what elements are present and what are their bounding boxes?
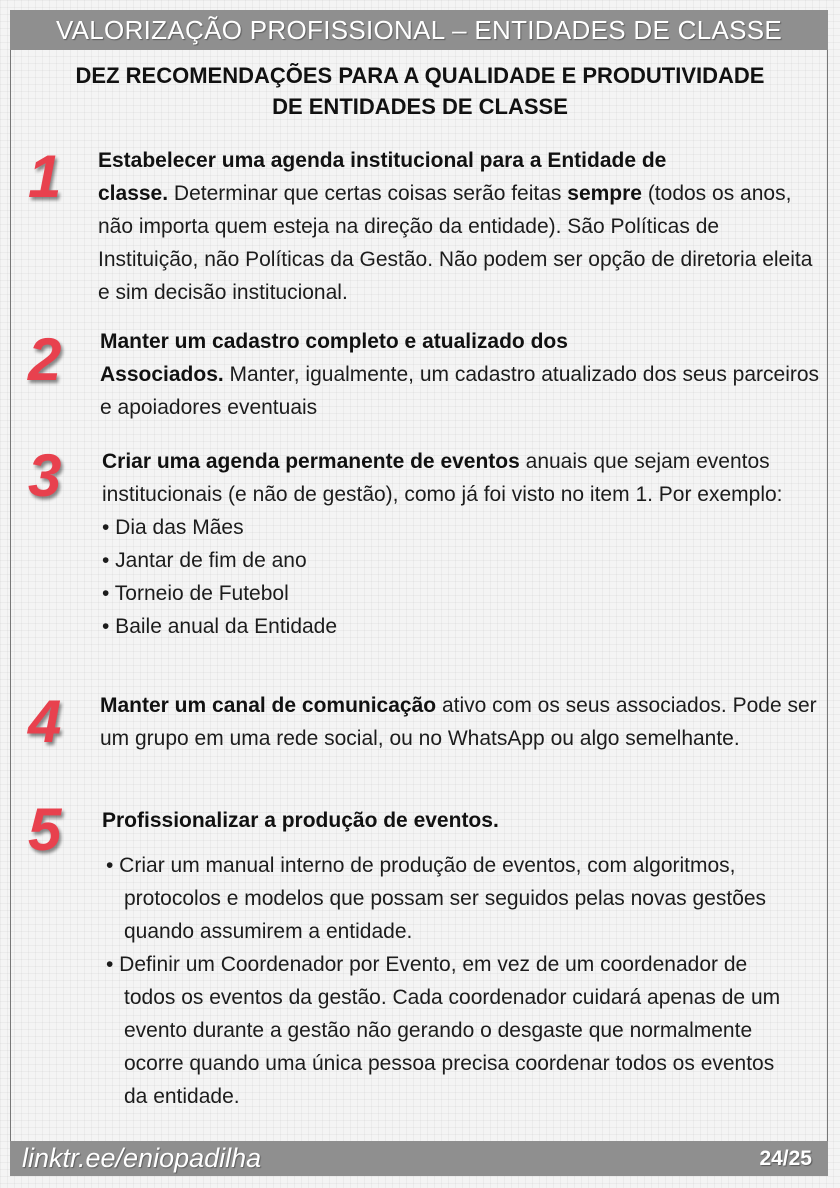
item-text bbox=[102, 445, 822, 643]
item-body-a: Determinar que certas coisas serão feitas bbox=[168, 182, 568, 205]
list-item: • Torneio de Futebol bbox=[102, 582, 289, 605]
item-body: ativo com os seus associados. Pode ser um grupo em uma rede social, ou no WhatsApp ou algo semelhante. bbox=[100, 694, 817, 750]
document-title-line-2: DE ENTIDADES DE CLASSE bbox=[272, 94, 568, 119]
item-heading-line-1: Manter um cadastro completo e atualizado dos bbox=[100, 330, 568, 353]
list-item: • Definir um Coordenador por Evento, em vez de um coordenador de todos os eventos da gestão. Cada coordenador cuidará apenas de um evento durante a gestão não gerando o desgaste que normalmente ocorre quando uma única pessoa precisa coordenar todos os eventos da entidade. bbox=[106, 953, 781, 1108]
header-bar bbox=[10, 10, 828, 50]
item-heading-line-2: classe. bbox=[98, 182, 169, 205]
item-text bbox=[100, 325, 820, 424]
item-bullet-list bbox=[102, 511, 822, 643]
page-number: 24/25 bbox=[759, 1147, 812, 1170]
item-text bbox=[100, 689, 820, 755]
item-number: 3 bbox=[28, 442, 62, 509]
item-text bbox=[98, 144, 818, 309]
item-body: Manter, igualmente, um cadastro atualizado dos seus parceiros e apoiadores eventuais bbox=[100, 363, 820, 419]
item-bullet-list bbox=[102, 849, 792, 1113]
header-title: VALORIZAÇÃO PROFISSIONAL – ENTIDADES DE CLASSE bbox=[55, 14, 783, 45]
item-number: 2 bbox=[28, 326, 62, 393]
item-emphasis: sempre bbox=[567, 182, 642, 205]
list-item: • Jantar de fim de ano bbox=[102, 549, 307, 572]
item-heading: Criar uma agenda permanente de eventos bbox=[102, 450, 520, 473]
item-text bbox=[102, 804, 822, 1113]
item-body-b: (todos os anos, não importa quem esteja na direção da entidade). São Políticas de Instituição, não Políticas da Gestão. Não podem ser opção de diretoria eleita e sim decisão institucional. bbox=[98, 182, 813, 304]
item-number: 4 bbox=[28, 688, 62, 755]
list-item: • Baile anual da Entidade bbox=[102, 615, 338, 638]
item-body: anuais que sejam eventos institucionais (e não de gestão), como já foi visto no item 1. Por exemplo: bbox=[102, 450, 783, 506]
item-heading: Profissionalizar a produção de eventos. bbox=[102, 809, 499, 832]
item-heading-line-2: Associados. bbox=[100, 363, 224, 386]
document-title-line-1: DEZ RECOMENDAÇÕES PARA A QUALIDADE E PRODUTIVIDADE bbox=[75, 63, 765, 88]
item-heading-line-1: Estabelecer uma agenda institucional para a Entidade de bbox=[98, 149, 667, 172]
list-item: • Dia das Mães bbox=[102, 516, 244, 539]
item-heading: Manter um canal de comunicação bbox=[100, 694, 437, 717]
document-title bbox=[20, 60, 820, 122]
footer-link[interactable]: linktr.ee/eniopadilha bbox=[22, 1143, 262, 1173]
item-number: 1 bbox=[28, 143, 62, 210]
item-number: 5 bbox=[28, 796, 62, 863]
list-item: • Criar um manual interno de produção de eventos, com algoritmos, protocolos e modelos que possam ser seguidos pelas novas gestões quando assumirem a entidade. bbox=[106, 854, 767, 943]
